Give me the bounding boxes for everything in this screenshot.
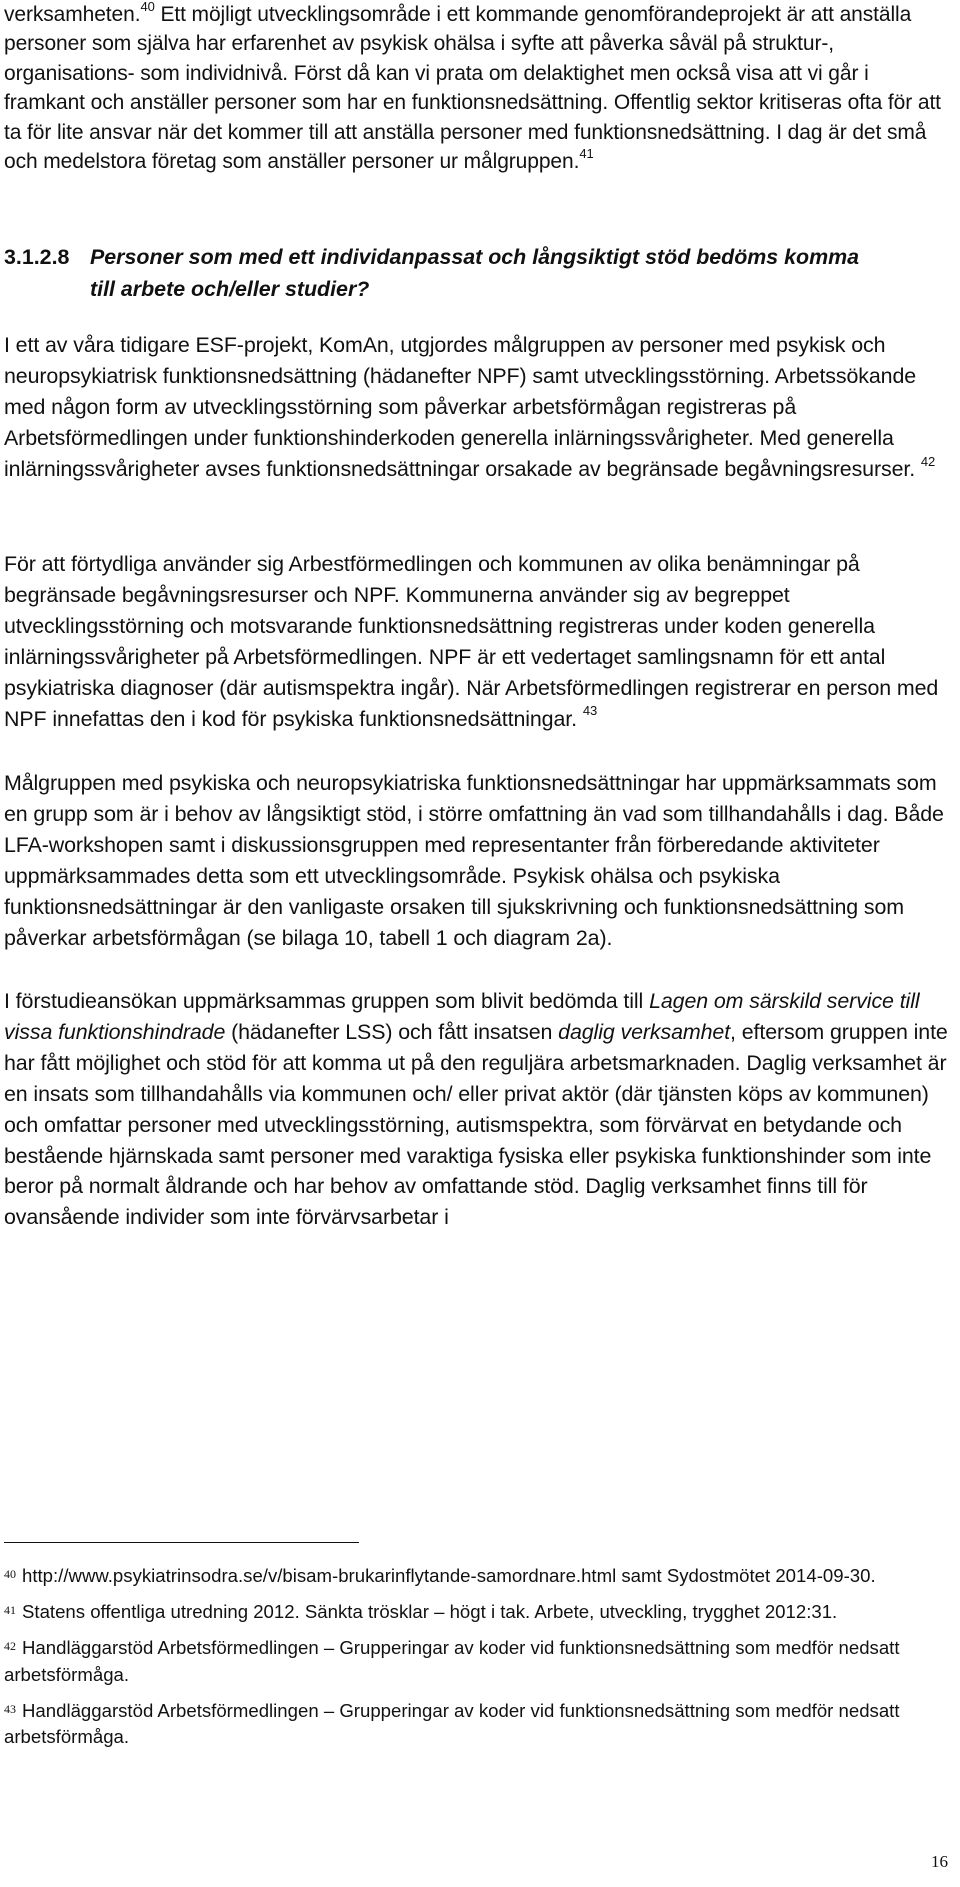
footnote-42	[4, 1633, 954, 1687]
paragraph-4-emphasis-lss: Lagen om särskild service till vissa funktionshindrade	[4, 989, 920, 1044]
footnotes	[4, 1561, 954, 1758]
intro-paragraph	[4, 0, 954, 176]
footnote-text: Handläggarstöd Arbetsförmedlingen – Grupperingar av koder vid funktionsnedsättning som medför nedsatt arbetsförmåga.	[4, 1637, 900, 1685]
section-heading	[4, 241, 954, 305]
footnote-40	[4, 1561, 954, 1589]
paragraph-4-emphasis-daglig: daglig verksamhet	[558, 1019, 731, 1044]
footnote-link[interactable]: http://www.psykiatrinsodra.se/v/bisam-brukarinflytande-samordnare.html samt Sydostmötet 2014-09-30.	[22, 1565, 876, 1586]
paragraph-2	[4, 549, 954, 734]
footnote-text: Handläggarstöd Arbetsförmedlingen – Grupperingar av koder vid funktionsnedsättning som medför nedsatt arbetsförmåga.	[4, 1699, 900, 1748]
footnote-41	[4, 1597, 954, 1625]
paragraph-1	[4, 330, 954, 485]
intro-text: Ett möjligt utvecklingsområde i ett kommande genomförandeprojekt är att anställa personer som själva har erfarenhet av psykisk ohälsa i syfte att påverka såväl på struktur-, organisations- som individnivå. Först då kan vi prata om delaktighet men också visa att vi går i framkant och anställer personer som har en funktionsnedsättning. Offentlig sektor kritiseras ofta för att ta för lite ansvar när det kommer till att anställa personer med funktionsnedsättning. I dag är det små och medelstora företag som anställer personer ur målgruppen.	[4, 3, 941, 174]
paragraph-4-text-c: , eftersom gruppen inte har fått möjlighet och stöd för att komma ut på den reguljära arbetsmarknaden. Daglig verksamhet är en insats som tillhandahålls via kommunen och/ eller privat aktör (där tjänsten köps av kommunen) och omfattar personer med utvecklingsstörning, autismspektra, som förvärvat en betydande och bestående hjärnskada samt personer med varaktiga fysiska eller psykiska funktionshinder som inte beror på normalt åldrande och har behov av omfattande stöd. Daglig verksamhet finns till för ovansående individer som inte förvärvsarbetar i	[4, 1019, 948, 1230]
section-number: 3.1.2.8	[4, 245, 70, 269]
footnote-ref-43[interactable]: 43	[582, 703, 598, 719]
footnote-divider	[4, 1542, 359, 1543]
paragraph-4-text-a: I förstudieansökan uppmärksammas gruppen som blivit bedömda till	[4, 989, 650, 1013]
section-title-line2: till arbete och/eller studier?	[90, 277, 370, 301]
paragraph-2-text: För att förtydliga använder sig Arbestförmedlingen och kommunen av olika benämningar på begränsade begåvningsresurser och NPF. Kommunerna använder sig av begreppet utvecklingsstörning och motsvarande funktionsnedsättning registreras under koden generella inlärningssvårigheter på Arbetsförmedlingen. NPF är ett vedertaget samlingsnamn för ett antal psykiatriska diagnoser (där autismspektra ingår). När Arbetsförmedlingen registrerar en person med NPF innefattas den i kod för psykiska funktionsnedsättningar.	[4, 552, 939, 731]
paragraph-3-text: Målgruppen med psykiska och neuropsykiatriska funktionsnedsättningar har uppmärksammats som en grupp som är i behov av långsiktigt stöd, i större omfattning än vad som tillhandahålls i dag. Både LFA-workshopen samt i diskussionsgruppen med representanter från förberedande aktiviteter uppmärksammades detta som ett utvecklingsområde. Psykisk ohälsa och psykiska funktionsnedsättningar är den vanligaste orsaken till sjukskrivning och funktionsnedsättning som påverkar arbetsförmågan (se bilaga 10, tabell 1 och diagram 2a).	[4, 771, 944, 950]
footnote-ref-41[interactable]: 41	[579, 146, 594, 162]
intro-lead: verksamheten.	[4, 3, 141, 26]
footnote-number: 42	[4, 1639, 16, 1654]
section-title-line1: Personer som med ett individanpassat och långsiktigt stöd bedöms komma	[90, 245, 860, 269]
footnote-number: 43	[4, 1701, 16, 1716]
footnote-43	[4, 1696, 954, 1750]
paragraph-4	[4, 986, 954, 1233]
footnote-number: 41	[4, 1603, 16, 1618]
footnote-ref-40[interactable]: 40	[140, 0, 155, 14]
paragraph-3	[4, 768, 954, 953]
page-number: 16	[931, 1852, 948, 1871]
footnote-text: Statens offentliga utredning 2012. Sänkta trösklar – högt i tak. Arbete, utveckling, trygghet 2012:31.	[22, 1601, 838, 1623]
paragraph-4-text-b: (hädanefter LSS) och fått insatsen	[225, 1019, 559, 1044]
paragraph-1-text: I ett av våra tidigare ESF-projekt, KomAn, utgjordes målgruppen av personer med psykisk och neuropsykiatrisk funktionsnedsättning (hädanefter NPF) samt utvecklingsstörning. Arbetssökande med någon form av utvecklingsstörning som påverkar arbetsförmågan registreras på Arbetsförmedlingen under funktionshinderkoden generella inlärningssvårigheter. Med generella inlärningssvårigheter avses funktionsnedsättningar orsakade av begränsade begåvningsresurser.	[4, 333, 917, 481]
footnote-ref-42[interactable]: 42	[920, 453, 936, 469]
footnote-number: 40	[4, 1567, 16, 1581]
